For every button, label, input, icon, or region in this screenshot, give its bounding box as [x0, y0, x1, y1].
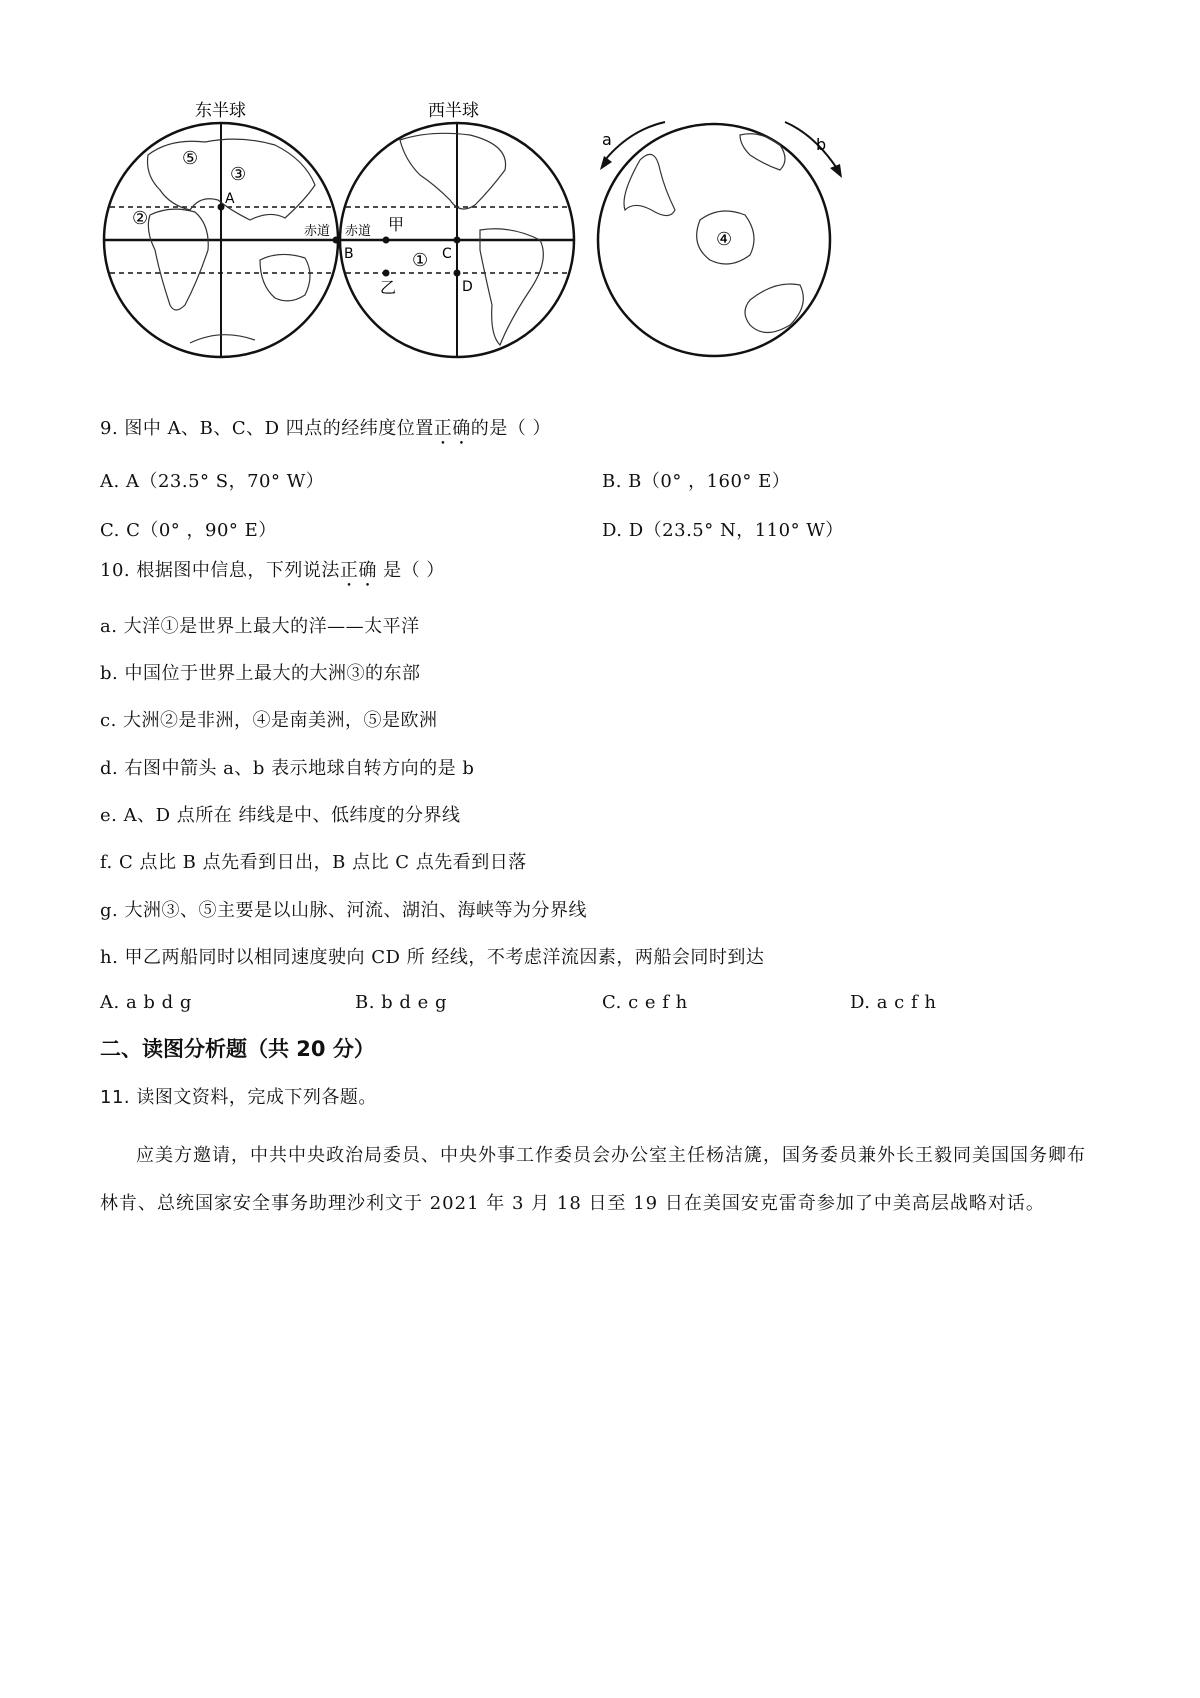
q10-statement-g: g. 大洲③、⑤主要是以山脉、河流、湖泊、海峡等为分界线: [100, 900, 587, 921]
q9-stem-emphasis: 正确: [433, 418, 471, 439]
polar-num-4: ④: [716, 229, 733, 250]
q9-option-c[interactable]: C. C（0° ，90° E）: [100, 520, 277, 541]
q10-option-b[interactable]: B. b d e g: [355, 992, 448, 1013]
east-num-3: ③: [230, 164, 247, 185]
q10-statement-a: a. 大洋①是世界上最大的洋——太平洋: [100, 616, 420, 637]
q9-option-b[interactable]: B. B（0° ，160° E）: [602, 471, 791, 492]
equator-label-left: 赤道: [304, 224, 331, 239]
arrow-a-label: a: [602, 130, 612, 149]
q10-statement-b: b. 中国位于世界上最大的大洲③的东部: [100, 663, 421, 684]
west-hemisphere-globe: [340, 123, 574, 357]
q10-statement-d: d. 右图中箭头 a、b 表示地球自转方向的是 b: [100, 758, 475, 779]
q10-option-d[interactable]: D. a c f h: [850, 992, 937, 1013]
q10-option-a[interactable]: A. a b d g: [100, 992, 192, 1013]
arrow-b-label: b: [816, 135, 827, 154]
q10-statement-f: f. C 点比 B 点先看到日出，B 点比 C 点先看到日落: [100, 852, 527, 873]
east-num-2: ②: [132, 208, 149, 229]
point-c-label: C: [442, 246, 452, 262]
q9-option-a[interactable]: A. A（23.5° S，70° W）: [100, 471, 325, 492]
q9-stem: [100, 414, 551, 449]
ship-yi-label: 乙: [380, 278, 397, 297]
q10-statement-e: e. A、D 点所在 纬线是中、低纬度的分界线: [100, 805, 461, 826]
east-hemisphere-title: 东半球: [195, 101, 246, 121]
q10-option-c[interactable]: C. c e f h: [602, 992, 688, 1013]
west-hemisphere-title: 西半球: [428, 101, 479, 121]
q10-statement-c: c. 大洲②是非洲，④是南美洲，⑤是欧洲: [100, 710, 438, 731]
ship-jia-label: 甲: [388, 215, 405, 234]
section-2-title: 二、读图分析题（共 20 分）: [100, 1037, 375, 1061]
q10-stem: [100, 556, 445, 591]
east-hemisphere-globe: [104, 123, 340, 357]
q10-stem-post: 是（ ）: [376, 560, 445, 581]
point-a-label: A: [225, 191, 235, 207]
q9-stem-post: 的是（ ）: [470, 418, 552, 439]
equator-label-right: 赤道: [345, 224, 372, 239]
q9-option-d[interactable]: D. D（23.5° N，110° W）: [602, 520, 844, 541]
q9-stem-pre: 9. 图中 A、B、C、D 四点的经纬度位置: [100, 418, 434, 439]
q10-stem-emphasis: 正确: [339, 560, 377, 581]
point-d-label: D: [462, 279, 473, 295]
hemisphere-figure: [100, 100, 940, 400]
point-b-label: B: [344, 246, 354, 262]
west-num-1: ①: [412, 250, 429, 271]
q10-statement-h: h. 甲乙两船同时以相同速度驶向 CD 所 经线，不考虑洋流因素，两船会同时到达: [100, 947, 765, 968]
q11-paragraph: 应美方邀请，中共中央政治局委员、中央外事工作委员会办公室主任杨洁篪，国务委员兼外长王毅同美国国务卿布林肯、总统国家安全事务助理沙利文于 2021 年 3 月 18 日至 19 日在美国安克雷奇参加了中美高层战略对话。: [100, 1145, 1086, 1214]
q11-stem: 11. 读图文资料，完成下列各题。: [100, 1087, 377, 1108]
east-num-5: ⑤: [182, 148, 199, 169]
q10-stem-pre: 10. 根据图中信息，下列说法: [100, 560, 340, 581]
